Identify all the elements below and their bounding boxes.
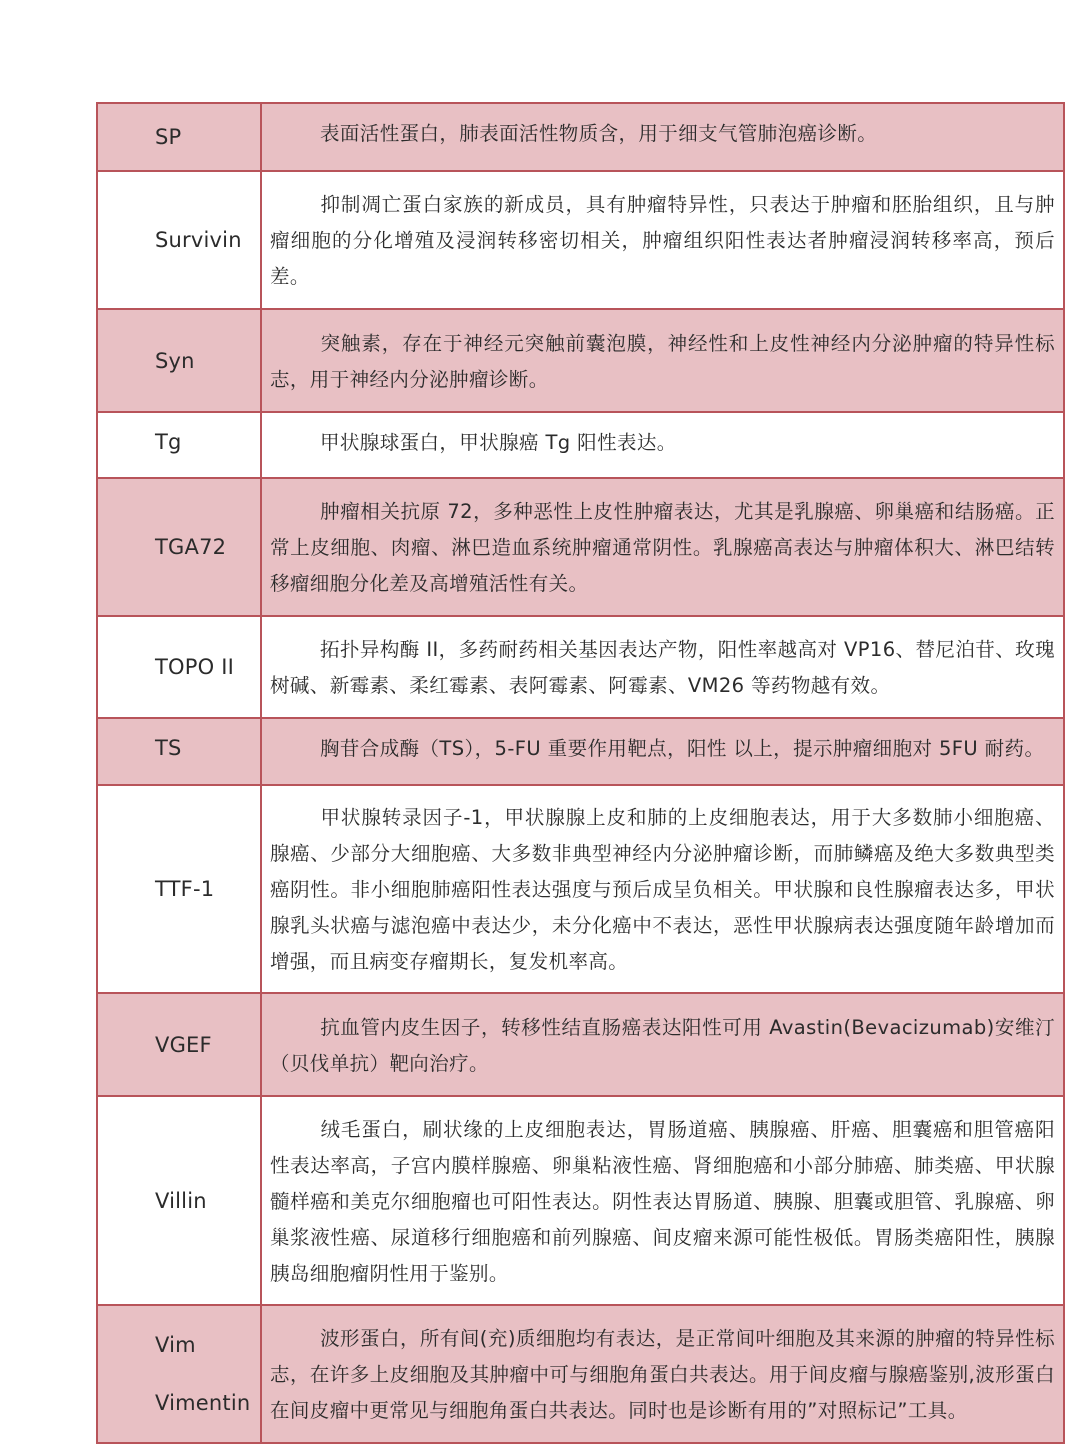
marker-description: 肿瘤相关抗原 72，多种恶性上皮性肿瘤表达，尤其是乳腺癌、卵巢癌和结肠癌。正常上皮细胞、肉瘤、淋巴造血系统肿瘤通常阴性。乳腺癌高表达与肿瘤体积大、淋巴结转移瘤细胞分化差及高增殖活性有关。 — [261, 478, 1064, 616]
marker-name: Tg — [97, 412, 261, 478]
marker-description: 抑制凋亡蛋白家族的新成员，具有肿瘤特异性，只表达于肿瘤和胚胎组织，且与肿瘤细胞的分化增殖及浸润转移密切相关，肿瘤组织阳性表达者肿瘤浸润转移率高，预后差。 — [261, 171, 1064, 309]
table-row — [97, 718, 1064, 785]
marker-name: VGEF — [97, 993, 261, 1096]
marker-description: 突触素，存在于神经元突触前囊泡膜，神经性和上皮性神经内分泌肿瘤的特异性标志，用于神经内分泌肿瘤诊断。 — [261, 309, 1064, 412]
marker-description: 抗血管内皮生因子，转移性结直肠癌表达阳性可用 Avastin(Bevacizumab)安维汀（贝伐单抗）靶向治疗。 — [261, 993, 1064, 1096]
table-row — [97, 309, 1064, 412]
table-row — [97, 616, 1064, 718]
marker-description: 绒毛蛋白，刷状缘的上皮细胞表达，胃肠道癌、胰腺癌、肝癌、胆囊癌和胆管癌阳性表达率高，子宫内膜样腺癌、卵巢粘液性癌、肾细胞癌和小部分肺癌、肺类癌、甲状腺髓样癌和美克尔细胞瘤也可阳性表达。阴性表达胃肠道、胰腺、胆囊或胆管、乳腺癌、卵巢浆液性癌、尿道移行细胞癌和前列腺癌、间皮瘤来源可能性极低。胃肠类癌阳性，胰腺胰岛细胞瘤阴性用于鉴别。 — [261, 1096, 1064, 1305]
marker-name — [97, 1305, 261, 1443]
marker-name: TGA72 — [97, 478, 261, 616]
table-row — [97, 478, 1064, 616]
marker-name: Syn — [97, 309, 261, 412]
marker-description: 甲状腺转录因子-1，甲状腺腺上皮和肺的上皮细胞表达，用于大多数肺小细胞癌、腺癌、少部分大细胞癌、大多数非典型神经内分泌肿瘤诊断，而肺鳞癌及绝大多数典型类癌阴性。非小细胞肺癌阳性表达强度与预后成呈负相关。甲状腺和良性腺瘤表达多，甲状腺乳头状癌与滤泡癌中表达少，未分化癌中不表达，恶性甲状腺病表达强度随年龄增加而增强，而且病变存瘤期长，复发机率高。 — [261, 785, 1064, 993]
table-row — [97, 1096, 1064, 1305]
marker-name: SP — [97, 103, 261, 171]
marker-name-alias: Vimentin — [155, 1391, 251, 1415]
marker-description: 表面活性蛋白，肺表面活性物质含，用于细支气管肺泡癌诊断。 — [261, 103, 1064, 171]
table-row — [97, 103, 1064, 171]
marker-name-primary: Vim — [155, 1333, 196, 1357]
marker-description: 胸苷合成酶（TS），5-FU 重要作用靶点，阳性 以上，提示肿瘤细胞对 5FU 耐药。 — [261, 718, 1064, 785]
table-row — [97, 412, 1064, 478]
table-row — [97, 1305, 1064, 1443]
table-row — [97, 171, 1064, 309]
marker-description: 波形蛋白，所有间(充)质细胞均有表达，是正常间叶细胞及其来源的肿瘤的特异性标志，在许多上皮细胞及其肿瘤中可与细胞角蛋白共表达。用于间皮瘤与腺癌鉴别,波形蛋白在间皮瘤中更常见与细胞角蛋白共表达。同时也是诊断有用的”对照标记”工具。 — [261, 1305, 1064, 1443]
marker-name: TTF-1 — [97, 785, 261, 993]
marker-table — [96, 102, 1065, 1444]
marker-name: TOPO II — [97, 616, 261, 718]
marker-name: Villin — [97, 1096, 261, 1305]
marker-name: Survivin — [97, 171, 261, 309]
table-row — [97, 785, 1064, 993]
marker-description: 拓扑异构酶 II，多药耐药相关基因表达产物，阳性率越高对 VP16、替尼泊苷、玫瑰树碱、新霉素、柔红霉素、表阿霉素、阿霉素、VM26 等药物越有效。 — [261, 616, 1064, 718]
marker-name: TS — [97, 718, 261, 785]
marker-description: 甲状腺球蛋白，甲状腺癌 Tg 阳性表达。 — [261, 412, 1064, 478]
table-row — [97, 993, 1064, 1096]
